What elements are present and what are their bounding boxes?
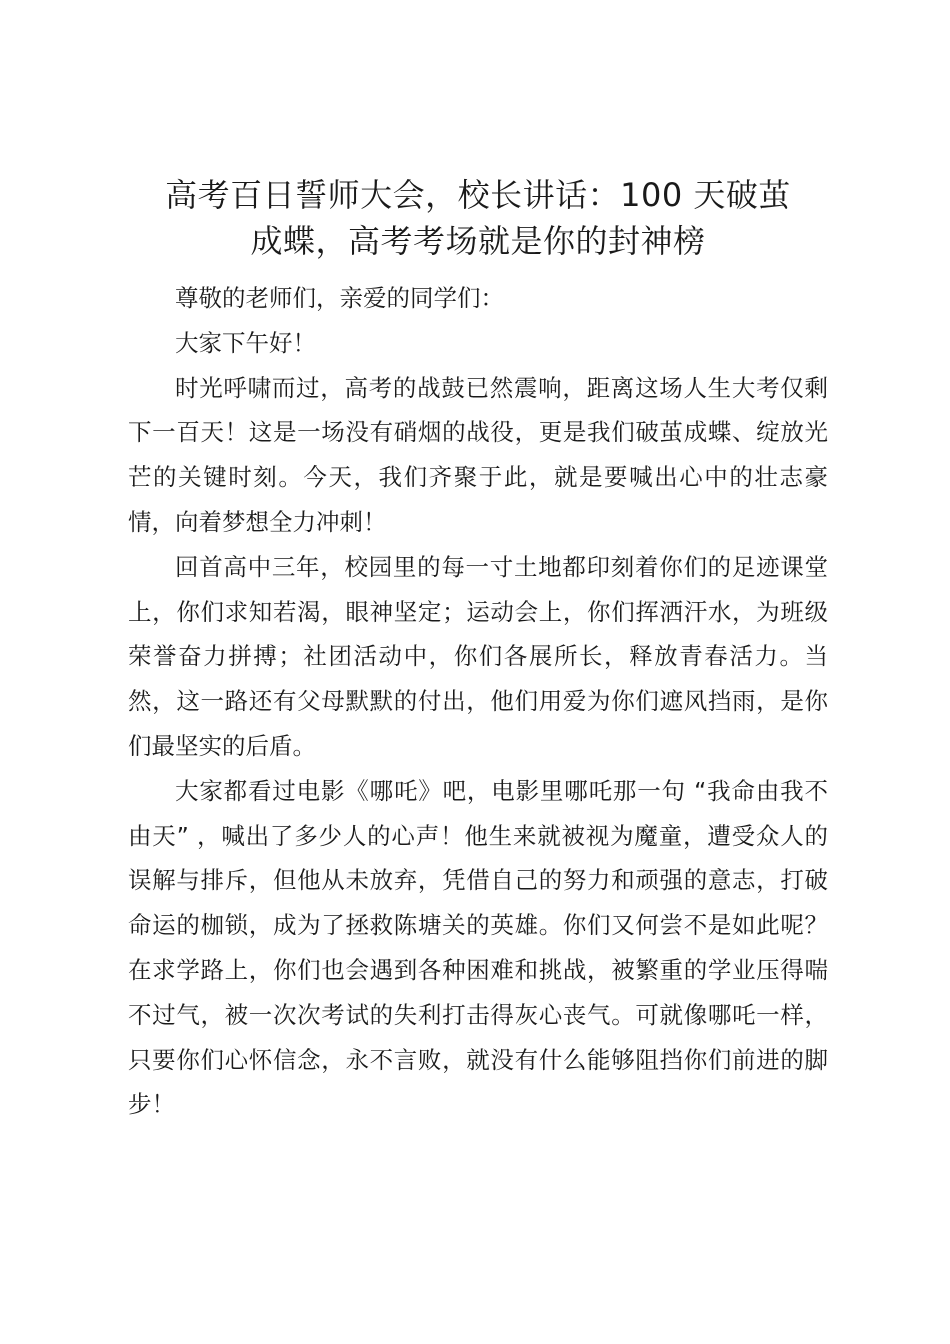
salutation-paragraph: 尊敬的老师们，亲爱的同学们： <box>175 284 504 312</box>
greeting-paragraph: 大家下午好！ <box>175 328 316 357</box>
body-paragraph: 时光呼啸而过，高考的战鼓已然震响，距离这场人生大考仅剩下一百天！这是一场没有硝烟的战役，更是我们破茧成蝶、绽放光芒的关键时刻。今天，我们齐聚于此，就是要喊出心中的壮志豪情，向着梦想全力冲刺！ <box>128 373 828 536</box>
document-body <box>128 276 828 1127</box>
body-paragraph: 回首高中三年，校园里的每一寸土地都印刻着你们的足迹课堂上，你们求知若渴，眼神坚定；运动会上，你们挥洒汗水，为班级荣誉奋力拼搏；社团活动中，你们各展所长，释放青春活力。当然，这一路还有父母默默的付出，他们用爱为你们遮风挡雨，是你们最坚实的后盾。 <box>128 552 828 760</box>
title-line-1: 高考百日誓师大会，校长讲话：100 天破茧 <box>165 176 791 214</box>
body-paragraph: 大家都看过电影《哪吒》吧，电影里哪吒那一句 “我命由我不由天” ，喊出了多少人的心声！他生来就被视为魔童，遭受众人的误解与排斥，但他从未放弃，凭借自己的努力和顽强的意志，打破命运的枷锁，成为了拯救陈塘关的英雄。你们又何尝不是如此呢？在求学路上，你们也会遇到各种困难和挑战，被繁重的学业压得喘不过气，被一次次考试的失利打击得灰心丧气。可就像哪吒一样，只要你们心怀信念，永不言败，就没有什么能够阻挡你们前进的脚步！ <box>128 776 828 1119</box>
document-title <box>128 172 828 264</box>
title-line-2: 成蝶，高考考场就是你的封神榜 <box>250 222 706 260</box>
